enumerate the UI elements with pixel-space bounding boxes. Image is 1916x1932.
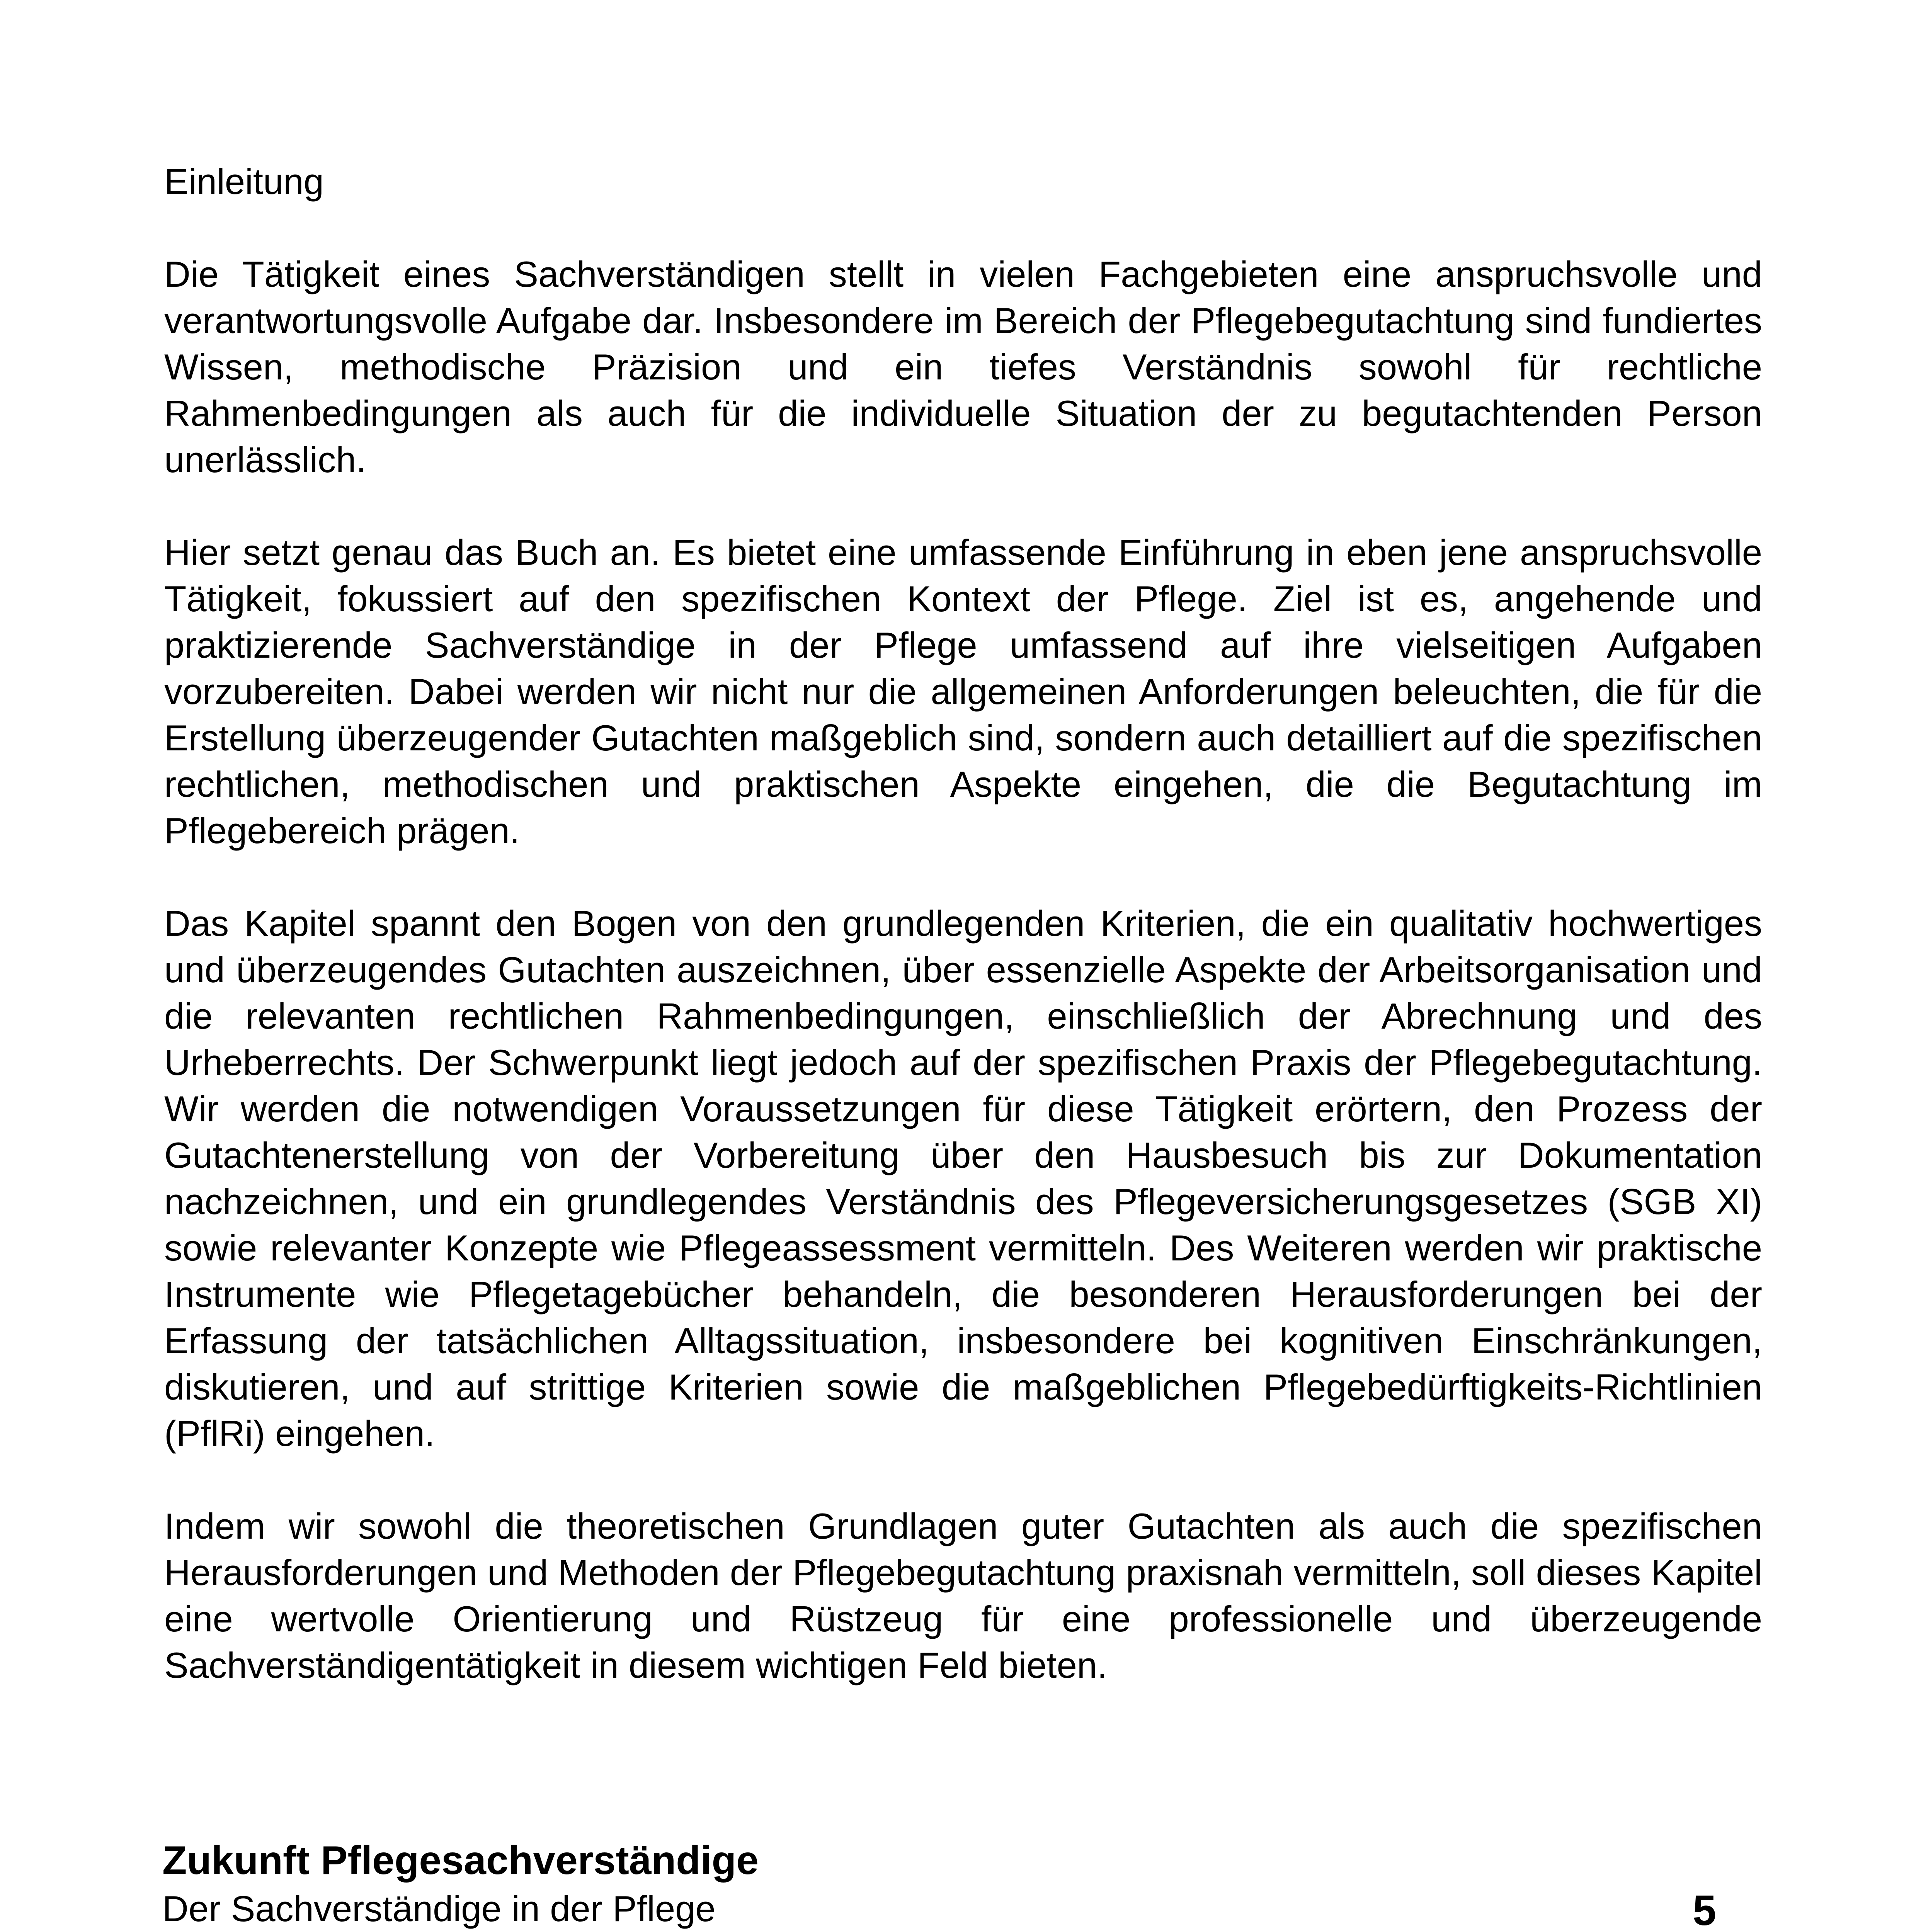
intro-paragraph-3: Das Kapitel spannt den Bogen von den grundlegenden Kriterien, die ein qualitativ hochwertiges und überzeugendes Gutachten auszeichnen, über essenzielle Aspekte der Arbeitsorganisation und die relevanten rechtlichen Rahmenbedingungen, einschließlich der Abrechnung und des Urheberrechts. Der Schwerpunkt liegt jedoch auf der spezifischen Praxis der Pflegebegutachtung. Wir werden die notwendigen Voraussetzungen für diese Tätigkeit erörtern, den Prozess der Gutachtenerstellung von der Vorbereitung über den Hausbesuch bis zur Dokumentation nachzeichnen, und ein grundlegendes Verständnis des Pflegeversicherungsgesetzes (SGB XI) sowie relevanter Konzepte wie Pflegeassessment vermitteln. Des Weiteren werden wir praktische Instrumente wie Pflegetagebücher behandeln, die besonderen Herausforderungen bei der Erfassung der tatsächlichen Alltagssituation, insbesondere bei kognitiven Einschränkungen, diskutieren, und auf strittige Kriterien sowie die maßgeblichen Pflegebedürftigkeits-Richtlinien (PflRi) eingehen. [164,903,1762,1454]
toc-chapter-page-number: 5 [1693,1887,1717,1932]
intro-paragraph-1: Die Tätigkeit eines Sachverständigen stellt in vielen Fachgebieten eine anspruchsvolle und verantwortungsvolle Aufgabe dar. Insbesondere im Bereich der Pflegebegutachtung sind fundiertes Wissen, methodische Präzision und ein tiefes Verständnis sowohl für rechtliche Rahmenbedingungen als auch für die individuelle Situation der zu begutachtenden Person unerlässlich. [164,254,1762,480]
section-heading: Einleitung [164,161,324,202]
toc-title: Zukunft Pflegesachverständige [162,1838,759,1883]
toc-chapter-title: Der Sachverständige in der Pflege [162,1888,716,1929]
intro-paragraph-4: Indem wir sowohl die theoretischen Grundlagen guter Gutachten als auch die spezifischen Herausforderungen und Methoden der Pflegebegutachtung praxisnah vermitteln, soll dieses Kapitel eine wertvolle Orientierung und Rüstzeug für eine professionelle und überzeugende Sachverständigentätigkeit in diesem wichtigen Feld bieten. [164,1506,1762,1685]
intro-paragraph-2: Hier setzt genau das Buch an. Es bietet eine umfassende Einführung in eben jene anspruchsvolle Tätigkeit, fokussiert auf den spezifischen Kontext der Pflege. Ziel ist es, angehende und praktizierende Sachverständige in der Pflege umfassend auf ihre vielseitigen Aufgaben vorzubereiten. Dabei werden wir nicht nur die allgemeinen Anforderungen beleuchten, die für die Erstellung überzeugender Gutachten maßgeblich sind, sondern auch detailliert auf die spezifischen rechtlichen, methodischen und praktischen Aspekte eingehen, die die Begutachtung im Pflegebereich prägen. [164,532,1762,851]
